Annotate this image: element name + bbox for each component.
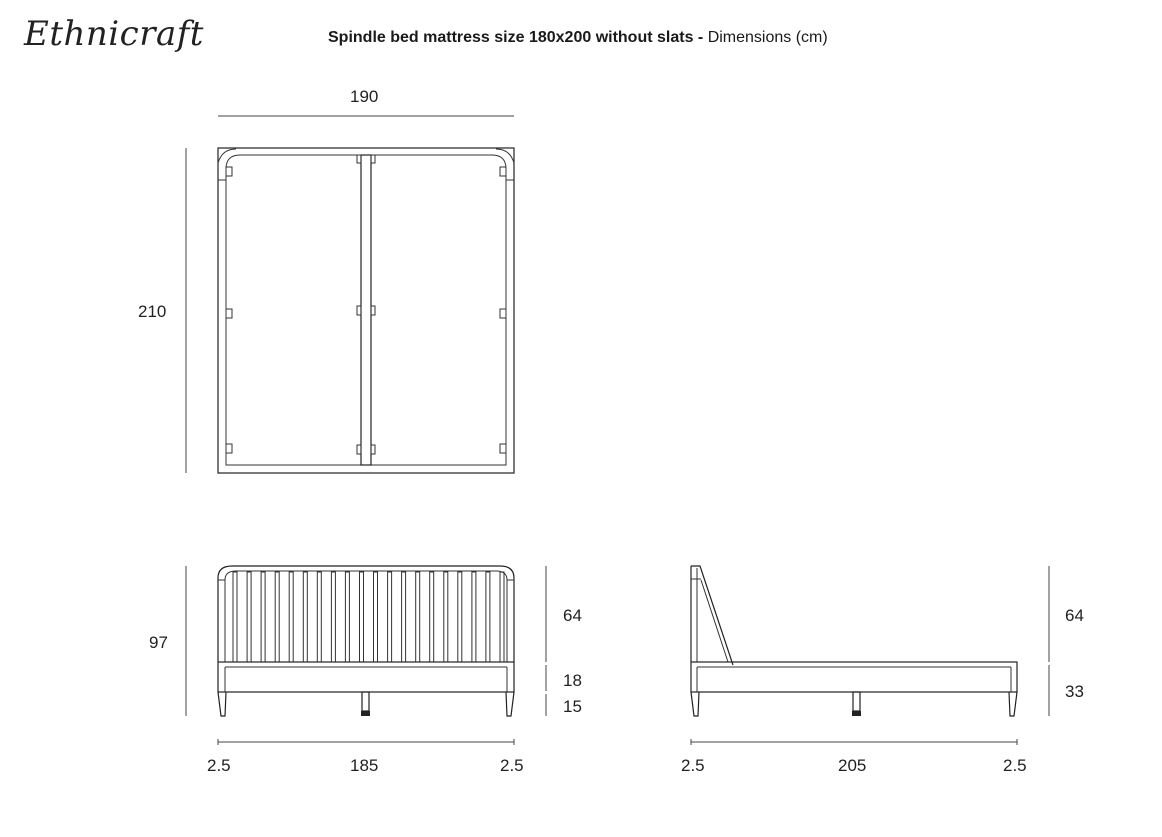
title-product: Spindle bed mattress size 180x200 without slats - [328, 29, 708, 46]
spindle [275, 572, 279, 662]
spindle [402, 572, 406, 662]
front-center-support [362, 692, 369, 711]
front-spindles [233, 572, 504, 662]
side-right-offset-label: 2.5 [1003, 756, 1027, 775]
front-left-leg [218, 692, 226, 716]
top-center-beam [361, 155, 371, 465]
front-right-offset-label: 2.5 [500, 756, 524, 775]
side-base-label: 33 [1065, 682, 1084, 701]
spindle [486, 572, 490, 662]
front-leg-label: 15 [563, 697, 582, 716]
spindle [444, 572, 448, 662]
spindle [247, 572, 251, 662]
title-units: Dimensions (cm) [707, 29, 828, 46]
spindle [500, 572, 504, 662]
front-right-leg [506, 692, 514, 716]
spindle [289, 572, 293, 662]
side-headboard-label: 64 [1065, 606, 1084, 625]
front-center-foot [361, 711, 370, 716]
top-width-label: 190 [350, 87, 379, 106]
side-left-leg [691, 692, 699, 716]
front-total-height-label: 97 [149, 633, 168, 652]
top-view-drawing [186, 116, 514, 473]
top-length-label: 210 [138, 302, 167, 321]
front-headboard [218, 566, 514, 662]
spindle [261, 572, 265, 662]
spindle [303, 572, 307, 662]
spindle [360, 572, 364, 662]
front-left-offset-label: 2.5 [207, 756, 231, 775]
spindle [430, 572, 434, 662]
front-frame-label: 18 [563, 671, 582, 690]
spindle [416, 572, 420, 662]
side-right-leg [1009, 692, 1017, 716]
spindle [374, 572, 378, 662]
spindle [233, 572, 237, 662]
ethnicraft-logo[interactable]: Ethnicraft [24, 14, 204, 54]
front-view-drawing [186, 566, 546, 745]
spindle [472, 572, 476, 662]
side-inner-length-label: 205 [838, 756, 867, 775]
top-outer-frame [218, 148, 514, 473]
side-center-foot [852, 711, 861, 716]
front-inner-width-label: 185 [350, 756, 379, 775]
spindle [317, 572, 321, 662]
spindle [458, 572, 462, 662]
side-center-support [853, 692, 860, 711]
front-headboard-label: 64 [563, 606, 582, 625]
spindle [388, 572, 392, 662]
side-view-drawing [691, 566, 1049, 745]
spindle [345, 572, 349, 662]
top-inner-frame [226, 155, 506, 465]
spindle [331, 572, 335, 662]
side-left-offset-label: 2.5 [681, 756, 705, 775]
